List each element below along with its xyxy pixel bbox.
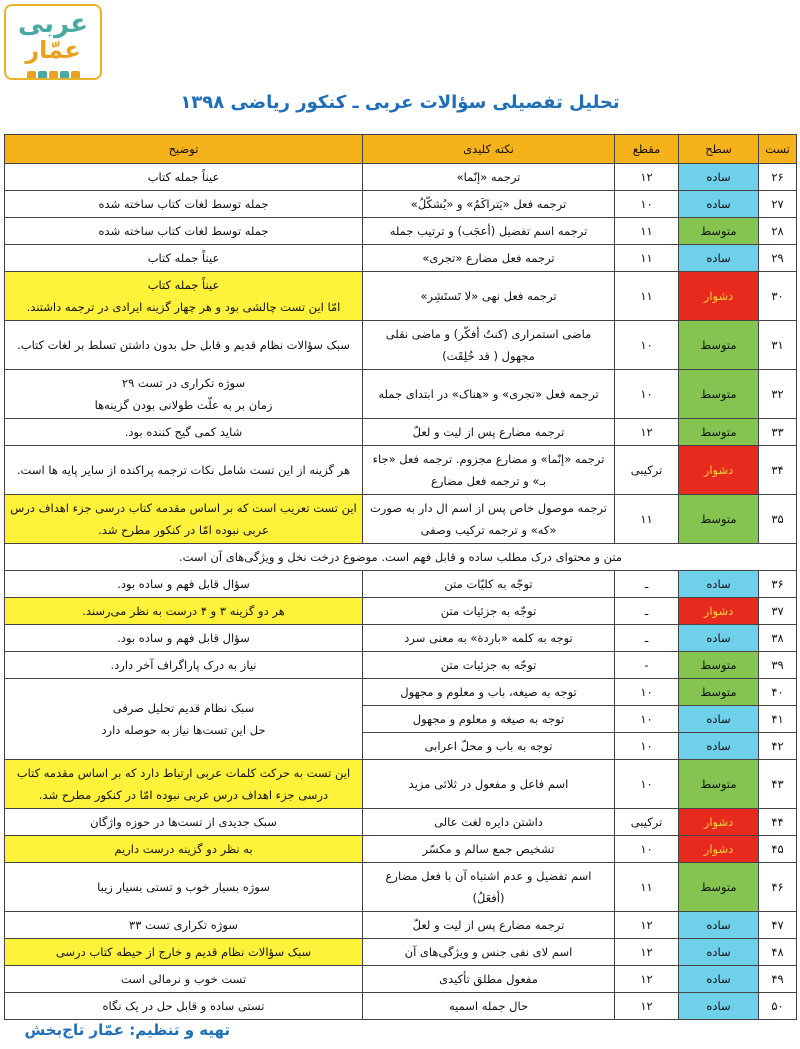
test-number: ۳۴: [759, 446, 797, 495]
header-desc: توضیح: [5, 135, 363, 164]
grade-cell: ۱۰: [615, 733, 679, 760]
level-badge: متوسط: [679, 760, 759, 809]
description: جمله توسط لغات کتاب ساخته شده: [5, 191, 363, 218]
description: سبک سؤالات نظام قدیم و قابل حل بدون داشتن تسلط بر لغات کتاب.: [5, 321, 363, 370]
level-badge: ساده: [679, 571, 759, 598]
test-number: ۳۵: [759, 495, 797, 544]
test-number: ۳۱: [759, 321, 797, 370]
key-point: توجه به باب و محلّ اعرابی: [363, 733, 615, 760]
description: سوژه تکراری در تست ۲۹ زمان بر به علّت طولانی بودن گزینه‌ها: [5, 370, 363, 419]
key-point: حال جمله اسمیه: [363, 993, 615, 1020]
table-row: [5, 966, 797, 993]
grade-cell: ۱۱: [615, 218, 679, 245]
grade-cell: ۱۲: [615, 912, 679, 939]
test-number: ۴۴: [759, 809, 797, 836]
table-row: [5, 679, 797, 706]
key-point: ماضی استمراری (کنتُ أفکّر) و ماضی نقلی مجهول ( قد خُلِقَت): [363, 321, 615, 370]
level-badge: ساده: [679, 993, 759, 1020]
level-badge: ساده: [679, 625, 759, 652]
table-row: [5, 272, 797, 321]
test-number: ۴۱: [759, 706, 797, 733]
level-badge: متوسط: [679, 679, 759, 706]
key-point: ترجمه «إنّما» و مضارع مجزوم. ترجمه فعل «جاء بـ» و ترجمه فعل مضارع: [363, 446, 615, 495]
table-row: [5, 419, 797, 446]
grade-cell: ترکیبی: [615, 809, 679, 836]
table-row: [5, 191, 797, 218]
grade-cell: ۱۰: [615, 370, 679, 419]
level-badge: ساده: [679, 733, 759, 760]
grade-cell: ۱۱: [615, 245, 679, 272]
table-row: [5, 598, 797, 625]
grade-cell: ترکیبی: [615, 446, 679, 495]
key-point: مفعول مطلق تأکیدی: [363, 966, 615, 993]
test-number: ۲۸: [759, 218, 797, 245]
test-number: ۳۰: [759, 272, 797, 321]
description: نیاز به درک پاراگراف آخر دارد.: [5, 652, 363, 679]
key-point: توجّه به جزئیات متن: [363, 652, 615, 679]
grade-cell: ـ: [615, 598, 679, 625]
test-number: ۴۰: [759, 679, 797, 706]
description: سبک جدیدی از تست‌ها در حوزه واژگان: [5, 809, 363, 836]
grade-cell: ۱۰: [615, 760, 679, 809]
description: شاید کمی گیج کننده بود.: [5, 419, 363, 446]
test-number: ۳۷: [759, 598, 797, 625]
grade-cell: ۱۱: [615, 272, 679, 321]
level-badge: ساده: [679, 912, 759, 939]
level-badge: متوسط: [679, 495, 759, 544]
grade-cell: ـ: [615, 625, 679, 652]
level-badge: ساده: [679, 939, 759, 966]
logo-icons: [6, 65, 100, 75]
key-point: ترجمه فعل نهی «لا تَستَشِر»: [363, 272, 615, 321]
level-badge: ساده: [679, 966, 759, 993]
test-number: ۳۸: [759, 625, 797, 652]
grade-cell: ۱۰: [615, 191, 679, 218]
grade-cell: ۱۲: [615, 164, 679, 191]
logo-line2: عمّار: [25, 36, 81, 64]
test-number: ۴۷: [759, 912, 797, 939]
test-number: ۴۵: [759, 836, 797, 863]
header-grade: مقطع: [615, 135, 679, 164]
logo: [4, 4, 102, 80]
table-row: [5, 544, 797, 571]
test-number: ۳۳: [759, 419, 797, 446]
key-point: توجه به صیغه، باب و معلوم و مجهول: [363, 679, 615, 706]
table-row: [5, 446, 797, 495]
table-row: [5, 164, 797, 191]
key-point: ترجمه مضارع پس از لیت و لعلّ: [363, 419, 615, 446]
test-number: ۴۹: [759, 966, 797, 993]
grade-cell: ۱۰: [615, 836, 679, 863]
table-body: [5, 164, 797, 1020]
description: سؤال قابل فهم و ساده بود.: [5, 571, 363, 598]
test-number: ۲۹: [759, 245, 797, 272]
description: هر دو گزینه ۳ و ۴ درست به نظر می‌رسند.: [5, 598, 363, 625]
description: عیناً جمله کتاب: [5, 245, 363, 272]
description: جمله توسط لغات کتاب ساخته شده: [5, 218, 363, 245]
table-row: [5, 863, 797, 912]
key-point: ترجمه فعل «یَتراکَمُ» و «یُشکّلُ»: [363, 191, 615, 218]
level-badge: متوسط: [679, 419, 759, 446]
header-level: سطح: [679, 135, 759, 164]
table-row: [5, 321, 797, 370]
key-point: اسم فاعل و مفعول در ثلاثی مزید: [363, 760, 615, 809]
header-point: نکته کلیدی: [363, 135, 615, 164]
level-badge: متوسط: [679, 321, 759, 370]
table-row: [5, 993, 797, 1020]
description: سوژه تکراری تست ۳۳: [5, 912, 363, 939]
description: سؤال قابل فهم و ساده بود.: [5, 625, 363, 652]
description: سوژه بسیار خوب و تستی بسیار زیبا: [5, 863, 363, 912]
table-row: [5, 939, 797, 966]
description: عیناً جمله کتاب: [5, 164, 363, 191]
level-badge: ساده: [679, 706, 759, 733]
level-badge: ساده: [679, 191, 759, 218]
table-row: [5, 245, 797, 272]
level-badge: ساده: [679, 245, 759, 272]
level-badge: متوسط: [679, 863, 759, 912]
table-row: [5, 652, 797, 679]
description: عیناً جمله کتاب امّا این تست چالشی بود و هر چهار گزینه ایرادی در ترجمه داشتند.: [5, 272, 363, 321]
test-number: ۳۲: [759, 370, 797, 419]
test-number: ۲۶: [759, 164, 797, 191]
description: تست خوب و نرمالی است: [5, 966, 363, 993]
description: این تست تعریب است که بر اساس مقدمه کتاب درسی جزء اهداف درس عربی نبوده امّا در کنکور مطرح شد.: [5, 495, 363, 544]
table-row: [5, 912, 797, 939]
level-badge: دشوار: [679, 809, 759, 836]
key-point: داشتن دایره لغت عالی: [363, 809, 615, 836]
key-point: اسم تفضیل و عدم اشتباه آن با فعل مضارع (أفعَلُ): [363, 863, 615, 912]
grade-cell: ۱۱: [615, 495, 679, 544]
grade-cell: ۱۲: [615, 419, 679, 446]
key-point: توجه به صیغه و معلوم و مجهول: [363, 706, 615, 733]
table-row: [5, 370, 797, 419]
table-row: [5, 571, 797, 598]
key-point: اسم لای نفی جنس و ویژگی‌های آن: [363, 939, 615, 966]
level-badge: دشوار: [679, 272, 759, 321]
key-point: توجّه به کلیّات متن: [363, 571, 615, 598]
description: هر گزینه از این تست شامل نکات ترجمه پراکنده از سایر پایه ها است.: [5, 446, 363, 495]
key-point: توجه به کلمه «باردة» به معنی سرد: [363, 625, 615, 652]
grade-cell: ۱۲: [615, 939, 679, 966]
test-number: ۵۰: [759, 993, 797, 1020]
grade-cell: ـ: [615, 571, 679, 598]
test-number: ۳۶: [759, 571, 797, 598]
header-test: تست: [759, 135, 797, 164]
page-title: تحلیل تفصیلی سؤالات عربی ـ کنکور ریاضی ۱۳۹۸: [180, 92, 620, 113]
table-row: [5, 218, 797, 245]
footer-credit: تهیه و تنظیم: عمّار تاج‌بخش: [24, 1021, 230, 1039]
level-badge: ساده: [679, 164, 759, 191]
level-badge: متوسط: [679, 218, 759, 245]
description: به نظر دو گزینه درست داریم: [5, 836, 363, 863]
key-point: ترجمه مضارع پس از لیت و لعلّ: [363, 912, 615, 939]
description: تستی ساده و قابل حل در یک نگاه: [5, 993, 363, 1020]
table-row: [5, 836, 797, 863]
level-badge: دشوار: [679, 446, 759, 495]
description: سبک نظام قدیم تحلیل صرفی حل این تست‌ها نیاز به حوصله دارد: [5, 679, 363, 760]
passage-note: متن و محتوای درک مطلب ساده و قابل فهم است. موضوع درخت نخل و ویژگی‌های آن است.: [5, 544, 797, 571]
test-number: ۴۸: [759, 939, 797, 966]
key-point: ترجمه فعل «تجری» و «هناک» در ابتدای جمله: [363, 370, 615, 419]
table-row: [5, 760, 797, 809]
description: سبک سؤالات نظام قدیم و خارج از حیطه کتاب درسی: [5, 939, 363, 966]
test-number: ۴۳: [759, 760, 797, 809]
key-point: ترجمه اسم تفضیل (أعجَب) و ترتیب جمله: [363, 218, 615, 245]
key-point: ترجمه فعل مضارع «تجری»: [363, 245, 615, 272]
analysis-table: [4, 134, 797, 1020]
grade-cell: -: [615, 652, 679, 679]
grade-cell: ۱۲: [615, 966, 679, 993]
level-badge: دشوار: [679, 836, 759, 863]
table-row: [5, 495, 797, 544]
key-point: تشخیص جمع سالم و مکسّر: [363, 836, 615, 863]
level-badge: متوسط: [679, 370, 759, 419]
logo-line1: عربی: [17, 9, 88, 39]
level-badge: متوسط: [679, 652, 759, 679]
table-row: [5, 809, 797, 836]
grade-cell: ۱۰: [615, 706, 679, 733]
level-badge: دشوار: [679, 598, 759, 625]
key-point: ترجمه «إنّما»: [363, 164, 615, 191]
test-number: ۲۷: [759, 191, 797, 218]
test-number: ۳۹: [759, 652, 797, 679]
key-point: ترجمه موصول خاص پس از اسم ال دار به صورت «که» و ترجمه ترکیب وصفی: [363, 495, 615, 544]
test-number: ۴۶: [759, 863, 797, 912]
grade-cell: ۱۰: [615, 679, 679, 706]
description: این تست به حرکت کلمات عربی ارتباط دارد که بر اساس مقدمه کتاب درسی جزء اهداف درس عربی نبوده امّا در کنکور مطرح شد.: [5, 760, 363, 809]
table-row: [5, 625, 797, 652]
test-number: ۴۲: [759, 733, 797, 760]
grade-cell: ۱۲: [615, 993, 679, 1020]
key-point: توجّه به جزئیات متن: [363, 598, 615, 625]
grade-cell: ۱۱: [615, 863, 679, 912]
grade-cell: ۱۰: [615, 321, 679, 370]
table-header: [5, 135, 797, 164]
